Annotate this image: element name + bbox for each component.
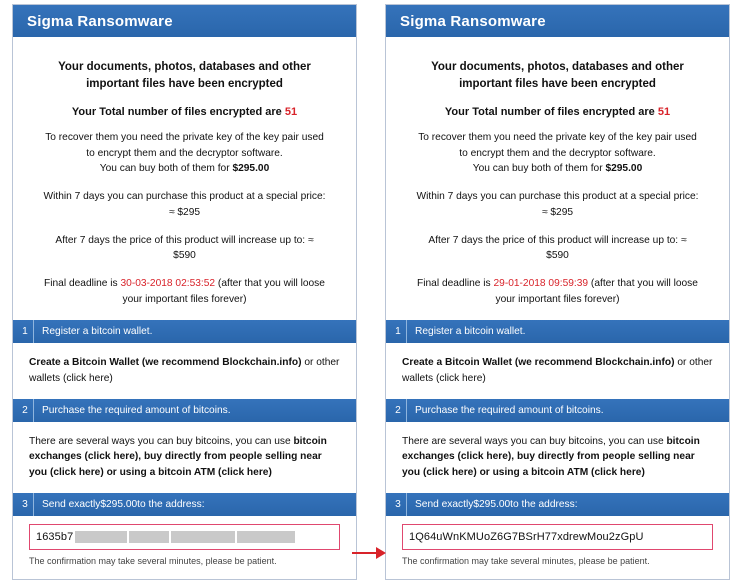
step-1-header-left bbox=[13, 320, 356, 343]
confirmation-note-left: The confirmation may take several minutes, please be patient. bbox=[29, 556, 277, 567]
step-1-rest-text[interactable]: or other wallets (click here) bbox=[402, 357, 713, 384]
step-3-label-suffix: to the address: bbox=[137, 499, 205, 511]
deadline-paragraph-left bbox=[33, 276, 336, 307]
total-files-count: 51 bbox=[657, 106, 671, 119]
note-body-left bbox=[13, 37, 356, 307]
deadline-line-1 bbox=[33, 276, 336, 291]
deadline-value-left: 30-03-2018 02:53:52 bbox=[120, 278, 216, 290]
total-files-line-right bbox=[400, 106, 715, 118]
step-2-body-left bbox=[13, 422, 356, 493]
step-1-rest-text[interactable]: or other wallets (click here) bbox=[29, 357, 340, 384]
deadline-line-1 bbox=[406, 276, 709, 291]
increase-line-2: $590 bbox=[546, 250, 569, 262]
step-2-bold-text[interactable]: bitcoin exchanges (click here), buy directly from people selling near you (click here) or using a bitcoin ATM (click here) bbox=[402, 435, 700, 479]
special-line-1: Within 7 days you can purchase this product at a special price: bbox=[43, 191, 326, 203]
step-2-number: 2 bbox=[17, 399, 34, 422]
total-files-prefix: Your Total number of files encrypted are bbox=[71, 106, 285, 119]
deadline-prefix: Final deadline is bbox=[417, 278, 494, 290]
special-line-2: ≈ $295 bbox=[168, 206, 201, 218]
step-3-label-prefix: Send exactly bbox=[415, 499, 474, 511]
ransom-note-window-left bbox=[12, 4, 357, 580]
step-1-header-right bbox=[386, 320, 729, 343]
confirmation-note-right: The confirmation may take several minutes, please be patient. bbox=[402, 556, 650, 567]
increase-line-1: After 7 days the price of this product will increase up to: ≈ bbox=[55, 234, 314, 246]
recover-line-3 bbox=[33, 161, 336, 176]
step-2-body-right bbox=[386, 422, 729, 493]
recover-line-1: To recover them you need the private key of the key pair used bbox=[418, 132, 697, 144]
step-2-number: 2 bbox=[390, 399, 407, 422]
recover-paragraph-right bbox=[406, 130, 709, 176]
note-body-right bbox=[386, 37, 729, 307]
annotation-arrow-icon bbox=[352, 546, 388, 560]
special-price-paragraph-left bbox=[33, 189, 336, 220]
increase-price-paragraph-right bbox=[406, 233, 709, 264]
step-1-number: 1 bbox=[390, 320, 407, 343]
step-1-number: 1 bbox=[17, 320, 34, 343]
window-title-left: Sigma Ransomware bbox=[27, 12, 173, 30]
title-bar-right bbox=[386, 5, 729, 37]
special-price-paragraph-right bbox=[406, 189, 709, 220]
bitcoin-address-box-right[interactable] bbox=[402, 524, 713, 550]
step-1-body-right bbox=[386, 343, 729, 399]
step-1-label: Register a bitcoin wallet. bbox=[42, 326, 153, 338]
step-2-header-right bbox=[386, 399, 729, 422]
redaction-block-3 bbox=[171, 531, 235, 543]
special-line-2: ≈ $295 bbox=[541, 206, 574, 218]
step-1-body-left bbox=[13, 343, 356, 399]
step-1-bold-text[interactable]: Create a Bitcoin Wallet (we recommend Blockchain.info) bbox=[29, 357, 302, 369]
arrow-shaft bbox=[352, 552, 378, 554]
headline-line-2: important files have been encrypted bbox=[459, 77, 656, 90]
step-3-price: $295.00 bbox=[100, 499, 138, 511]
step-3-header-right bbox=[386, 493, 729, 516]
step-1-bold-text[interactable]: Create a Bitcoin Wallet (we recommend Blockchain.info) bbox=[402, 357, 675, 369]
step-3-header-left bbox=[13, 493, 356, 516]
deadline-line-2: your important files forever) bbox=[495, 293, 620, 305]
step-3-label-prefix: Send exactly bbox=[42, 499, 101, 511]
redaction-block-2 bbox=[129, 531, 169, 543]
recover-line-1: To recover them you need the private key of the key pair used bbox=[45, 132, 324, 144]
redaction-block-4 bbox=[237, 531, 295, 543]
deadline-prefix: Final deadline is bbox=[44, 278, 121, 290]
step-2-header-left bbox=[13, 399, 356, 422]
ransom-note-window-right bbox=[385, 4, 730, 580]
step-3-number: 3 bbox=[390, 493, 407, 516]
special-line-1: Within 7 days you can purchase this product at a special price: bbox=[416, 191, 699, 203]
deadline-paragraph-right bbox=[406, 276, 709, 307]
recover-line-3 bbox=[406, 161, 709, 176]
increase-line-1: After 7 days the price of this product will increase up to: ≈ bbox=[428, 234, 687, 246]
deadline-value-right: 29-01-2018 09:59:39 bbox=[493, 278, 589, 290]
buy-both-prefix: You can buy both of them for bbox=[472, 162, 606, 174]
step-2-label: Purchase the required amount of bitcoins. bbox=[42, 404, 231, 416]
step-3-number: 3 bbox=[17, 493, 34, 516]
window-title-right: Sigma Ransomware bbox=[400, 12, 546, 30]
headline-left bbox=[31, 59, 338, 92]
price-value: $295.00 bbox=[605, 162, 643, 174]
step-2-bold-text[interactable]: bitcoin exchanges (click here), buy directly from people selling near you (click here) or using a bitcoin ATM (click here) bbox=[29, 435, 327, 479]
recover-line-2: to encrypt them and the decryptor software. bbox=[86, 147, 283, 159]
deadline-suffix-1: (after that you will loose bbox=[588, 278, 698, 290]
deadline-line-2: your important files forever) bbox=[122, 293, 247, 305]
deadline-suffix-1: (after that you will loose bbox=[215, 278, 325, 290]
bitcoin-address-box-left[interactable] bbox=[29, 524, 340, 550]
headline-right bbox=[404, 59, 711, 92]
address-wrap-right bbox=[386, 516, 729, 550]
headline-line-1: Your documents, photos, databases and other bbox=[431, 61, 684, 73]
price-value: $295.00 bbox=[232, 162, 270, 174]
headline-line-1: Your documents, photos, databases and other bbox=[58, 61, 311, 73]
total-files-prefix: Your Total number of files encrypted are bbox=[444, 106, 658, 119]
buy-both-prefix: You can buy both of them for bbox=[99, 162, 233, 174]
redaction-block-1 bbox=[75, 531, 127, 543]
bitcoin-address-right: 1Q64uWnKMUoZ6G7BSrH77xdrewMou2zGpU bbox=[409, 531, 644, 544]
bitcoin-address-left: 1635b7 bbox=[36, 531, 74, 544]
step-2-label: Purchase the required amount of bitcoins. bbox=[415, 404, 604, 416]
step-3-label-suffix: to the address: bbox=[510, 499, 578, 511]
increase-price-paragraph-left bbox=[33, 233, 336, 264]
title-bar-left bbox=[13, 5, 356, 37]
increase-line-2: $590 bbox=[173, 250, 196, 262]
step-1-label: Register a bitcoin wallet. bbox=[415, 326, 526, 338]
total-files-line-left bbox=[27, 106, 342, 118]
total-files-count: 51 bbox=[284, 106, 298, 119]
arrow-head bbox=[376, 547, 386, 559]
step-2-prefix-text: There are several ways you can buy bitcoins, you can use bbox=[402, 435, 667, 447]
step-3-price: $295.00 bbox=[473, 499, 511, 511]
address-wrap-left bbox=[13, 516, 356, 550]
headline-line-2: important files have been encrypted bbox=[86, 77, 283, 90]
recover-paragraph-left bbox=[33, 130, 336, 176]
recover-line-2: to encrypt them and the decryptor software. bbox=[459, 147, 656, 159]
step-2-prefix-text: There are several ways you can buy bitcoins, you can use bbox=[29, 435, 294, 447]
